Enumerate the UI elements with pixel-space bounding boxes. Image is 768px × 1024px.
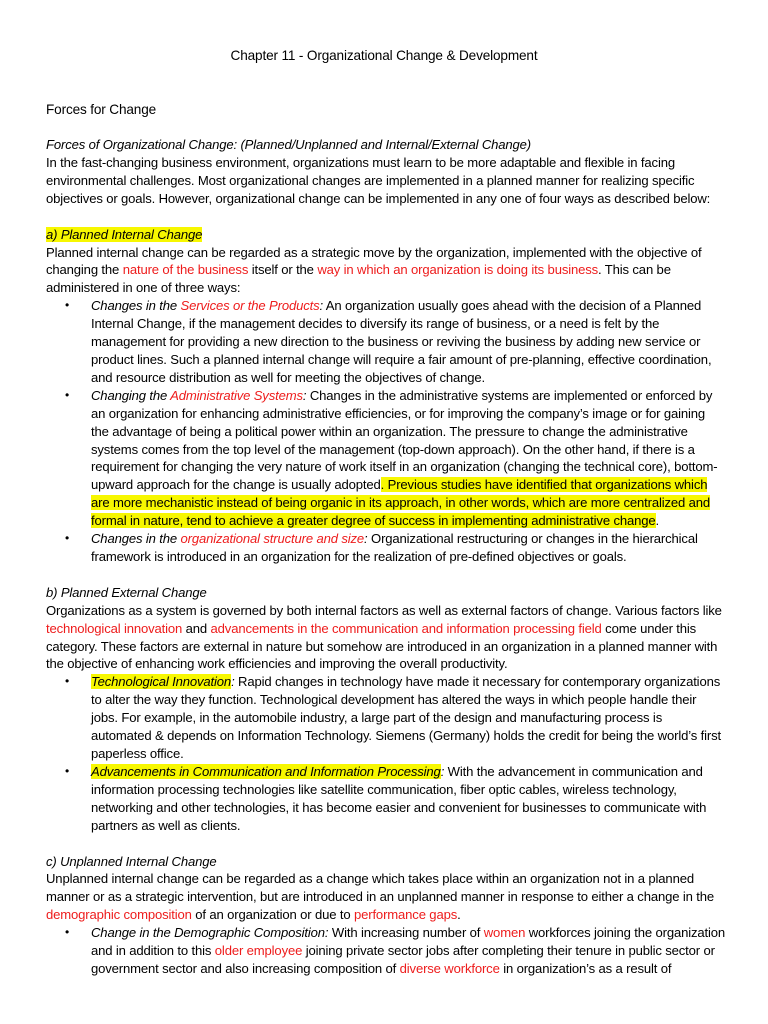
bullet-icon: • — [65, 298, 70, 313]
list-item: • Technological Innovation: Rapid changes in technology have made it necessary for contemporary organizations to alter the way they function. Technological development has altered the ways in which people handle their jobs. For example, in the automobile industry, a large part of the design and manufacturing process is automated & depends on Information Technology. Siemens (Germany) holds the credit for being the world’s first paperless office. — [65, 674, 721, 761]
section-b-paragraph: Organizations as a system is governed by both internal factors as well as external factors of change. Various factors like technological innovation and advancements in the communication and information processing field come under this category. These factors are external in nature but somehow are introduced in an organization in a planned manner with the objective of enhancing work efficiencies and improving the overall productivity. — [46, 602, 722, 672]
section-c-paragraph: Unplanned internal change can be regarded as a change which takes place within an organization not in a planned manner or as a strategic intervention, but are introduced in an unplanned manner in response to either a change in the demographic composition of an organization or due to performance gaps. — [46, 871, 714, 923]
list-item: • Changing the Administrative Systems: Changes in the administrative systems are implemented or enforced by an organization for enhancing administrative efficiencies, or for improving the company’s image or for gaining the advantage of being a political power within an organization. The pressure to change the administrative systems comes from the top level of the management (top-down approach). On the other hand, if there is a requirement for changing the very nature of work itself in an organization (changing the technical core), bottom-upward approach for the change is usually adopted. Previous studies have identified that organizations which are more mechanistic instead of being organic in its approach, in other words, which are more centralized and formal in nature, tend to achieve a greater degree of success in implementing administrative change. — [65, 387, 718, 529]
list-item: • Change in the Demographic Composition: With increasing number of women workforces joining the organization and in addition to this older employee joining private sector jobs after completing their tenure in public sector or government sector and also increasing composition of diverse workforce in organization’s as a result of — [65, 925, 726, 976]
list-item: • Advancements in Communication and Information Processing: With the advancement in communication and information processing technologies like satellite communication, fiber optic cables, wireless technology, networking and other technologies, it has become easier and convenient for businesses to communicate with partners as well as clients. — [65, 763, 707, 833]
section-a-list — [46, 297, 726, 566]
bullet-icon: • — [65, 531, 70, 546]
list-item: • Changes in the Services or the Products: An organization usually goes ahead with the decision of a Planned Internal Change, if the management decides to diversify its range of business, or a need is felt by the management for providing a new direction to the business or reviving the business by adding new service or product lines. Such a planned internal change will require a fair amount of pre-planning, effective coordination, and resource distribution as well for meeting the objectives of change. — [65, 298, 712, 385]
section-heading: Forces for Change — [46, 102, 157, 117]
bullet-icon: • — [65, 387, 70, 402]
bullet-icon: • — [65, 925, 70, 940]
bullet-icon: • — [65, 763, 70, 778]
section-b-list — [46, 673, 726, 834]
section-a-heading: a) Planned Internal Change — [46, 226, 203, 242]
intro-paragraph: In the fast-changing business environment, organizations must learn to be more adaptable and flexible in facing environmental challenges. Most organizational changes are implemented in a planned manner for realizing specific objectives or goals. However, organizational change can be implemented in any one of four ways as described below: — [46, 154, 711, 206]
list-item: • Changes in the organizational structure and size: Organizational restructuring or changes in the hierarchical framework is introduced in an organization for the realization of pre-defined objectives or goals. — [65, 531, 698, 564]
intro-subtitle: Forces of Organizational Change: (Planned/Unplanned and Internal/External Change) — [46, 137, 531, 152]
highlighted-text: . Previous studies have identified that organizations which are more mechanistic instead of being organic in its approach, in other words, which are more centralized and formal in nature, tend to achieve a greater degree of success in implementing administrative change — [91, 477, 711, 529]
section-b-heading: b) Planned External Change — [46, 584, 207, 600]
section-c-list — [46, 924, 726, 978]
section-a-paragraph: Planned internal change can be regarded as a strategic move by the organization, implemented with the objective of changing the nature of the business itself or the way in which an organization is doing its business. This can be administered in one of three ways: — [46, 244, 702, 296]
page-title: Chapter 11 - Organizational Change & Development — [230, 48, 538, 63]
section-c-heading: c) Unplanned Internal Change — [46, 853, 217, 869]
bullet-icon: • — [65, 674, 70, 689]
document-body — [46, 136, 726, 978]
